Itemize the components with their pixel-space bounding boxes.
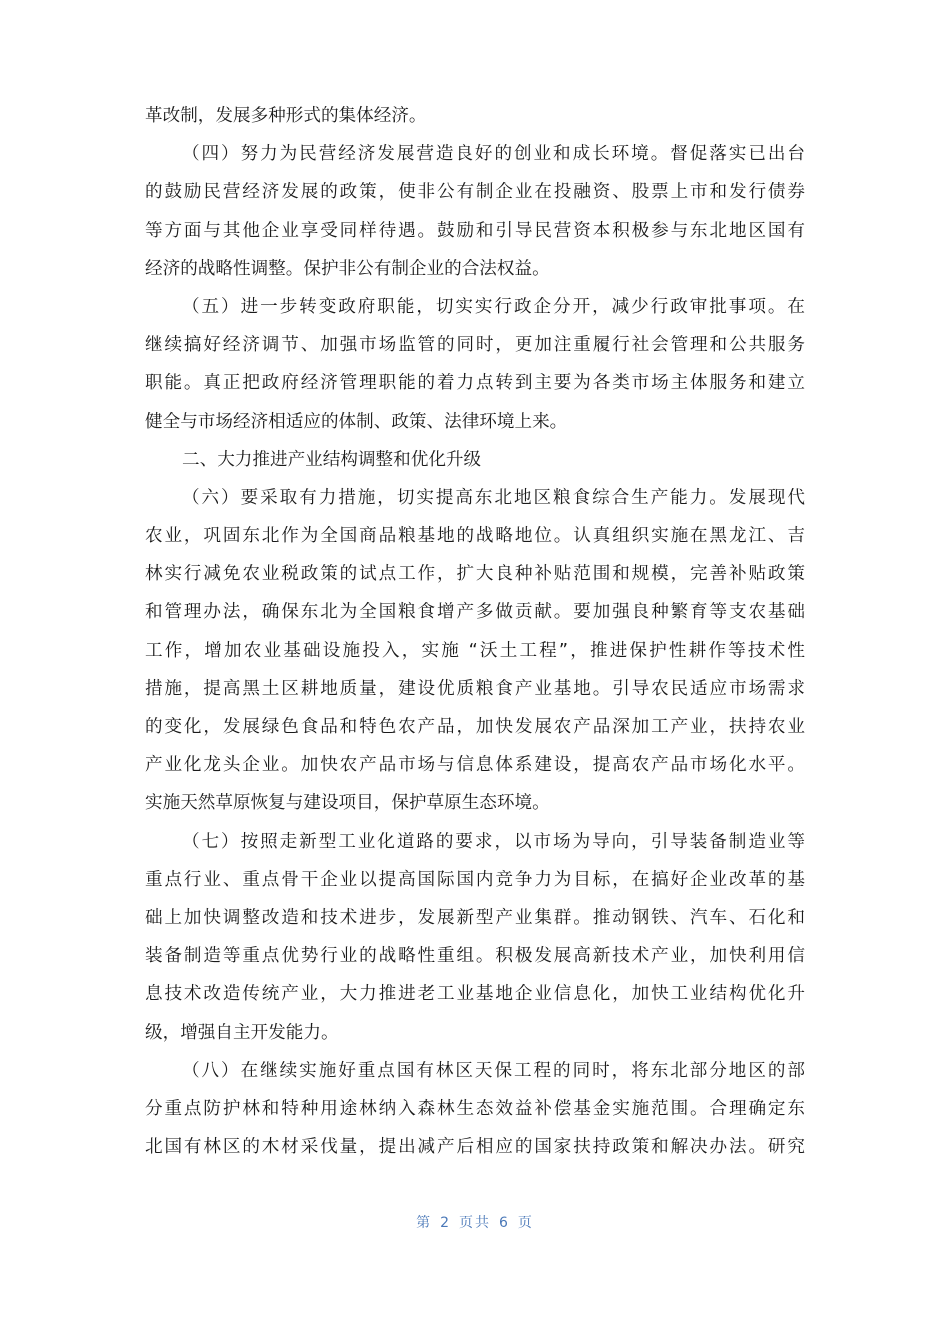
text-line: 产业化龙头企业。加快农产品市场与信息体系建设，提高农产品市场化水平。 bbox=[145, 755, 805, 776]
document-body bbox=[145, 97, 805, 1166]
footer-middle: 页共 bbox=[459, 1215, 491, 1231]
text-line: （四）努力为民营经济发展营造良好的创业和成长环境。督促落实已出台 bbox=[182, 144, 805, 165]
text-line: 的鼓励民营经济发展的政策，使非公有制企业在投融资、股票上市和发行债券 bbox=[145, 182, 805, 203]
text-line: 二、大力推进产业结构调整和优化升级 bbox=[182, 449, 482, 470]
text-line: 经济的战略性调整。保护非公有制企业的合法权益。 bbox=[145, 258, 550, 279]
text-line: 息技术改造传统产业，大力推进老工业基地企业信息化，加快工业结构优化升 bbox=[145, 984, 805, 1005]
text-line: 革改制，发展多种形式的集体经济。 bbox=[145, 106, 427, 126]
text-line: 等方面与其他企业享受同样待遇。鼓励和引导民营资本积极参与东北地区国有 bbox=[145, 220, 805, 241]
text-line: 重点行业、重点骨干企业以提高国际国内竞争力为目标，在搞好企业改革的基 bbox=[145, 869, 805, 890]
text-line: 分重点防护林和特种用途林纳入森林生态效益补偿基金实施范围。合理确定东 bbox=[145, 1098, 805, 1119]
footer-prefix: 第 bbox=[416, 1215, 433, 1231]
text-line: 职能。真正把政府经济管理职能的着力点转到主要为各类市场主体服务和建立 bbox=[145, 373, 805, 394]
text-line: 继续搞好经济调节、加强市场监管的同时，更加注重履行社会管理和公共服务 bbox=[145, 335, 805, 356]
text-line: （七）按照走新型工业化道路的要求，以市场为导向，引导装备制造业等 bbox=[182, 831, 805, 852]
footer-suffix: 页 bbox=[517, 1215, 534, 1231]
text-line: （五）进一步转变政府职能，切实实行政企分开，减少行政审批事项。在 bbox=[182, 296, 805, 317]
text-line: 的变化，发展绿色食品和特色农产品，加快发展农产品深加工产业，扶持农业 bbox=[145, 717, 805, 737]
text-line: 级，增强自主开发能力。 bbox=[145, 1022, 339, 1043]
total-pages-number: 6 bbox=[499, 1215, 510, 1231]
text-line: 装备制造等重点优势行业的战略性重组。积极发展高新技术产业，加快利用信 bbox=[145, 946, 805, 967]
current-page-number: 2 bbox=[440, 1215, 451, 1231]
page-footer bbox=[0, 1212, 950, 1232]
text-line: 健全与市场经济相适应的体制、政策、法律环境上来。 bbox=[145, 411, 568, 432]
text-line: （六）要采取有力措施，切实提高东北地区粮食综合生产能力。发展现代 bbox=[182, 487, 805, 508]
text-line: 北国有林区的木材采伐量，提出减产后相应的国家扶持政策和解决办法。研究 bbox=[145, 1137, 805, 1158]
text-line: 工作，增加农业基础设施投入，实施 “沃土工程”，推进保护性耕作等技术性 bbox=[145, 640, 805, 661]
text-line: 和管理办法，确保东北为全国粮食增产多做贡献。要加强良种繁育等支农基础 bbox=[145, 602, 805, 623]
text-line: 实施天然草原恢复与建设项目，保护草原生态环境。 bbox=[145, 793, 550, 814]
text-line: 林实行减免农业税政策的试点工作，扩大良种补贴范围和规模，完善补贴政策 bbox=[145, 564, 805, 585]
text-line: （八）在继续实施好重点国有林区天保工程的同时，将东北部分地区的部 bbox=[182, 1060, 805, 1081]
text-line: 农业，巩固东北作为全国商品粮基地的战略地位。认真组织实施在黑龙江、吉 bbox=[145, 526, 805, 547]
text-line: 础上加快调整改造和技术进步，发展新型产业集群。推动钢铁、汽车、石化和 bbox=[145, 907, 805, 928]
text-line: 措施，提高黑土区耕地质量，建设优质粮食产业基地。引导农民适应市场需求 bbox=[145, 678, 805, 699]
